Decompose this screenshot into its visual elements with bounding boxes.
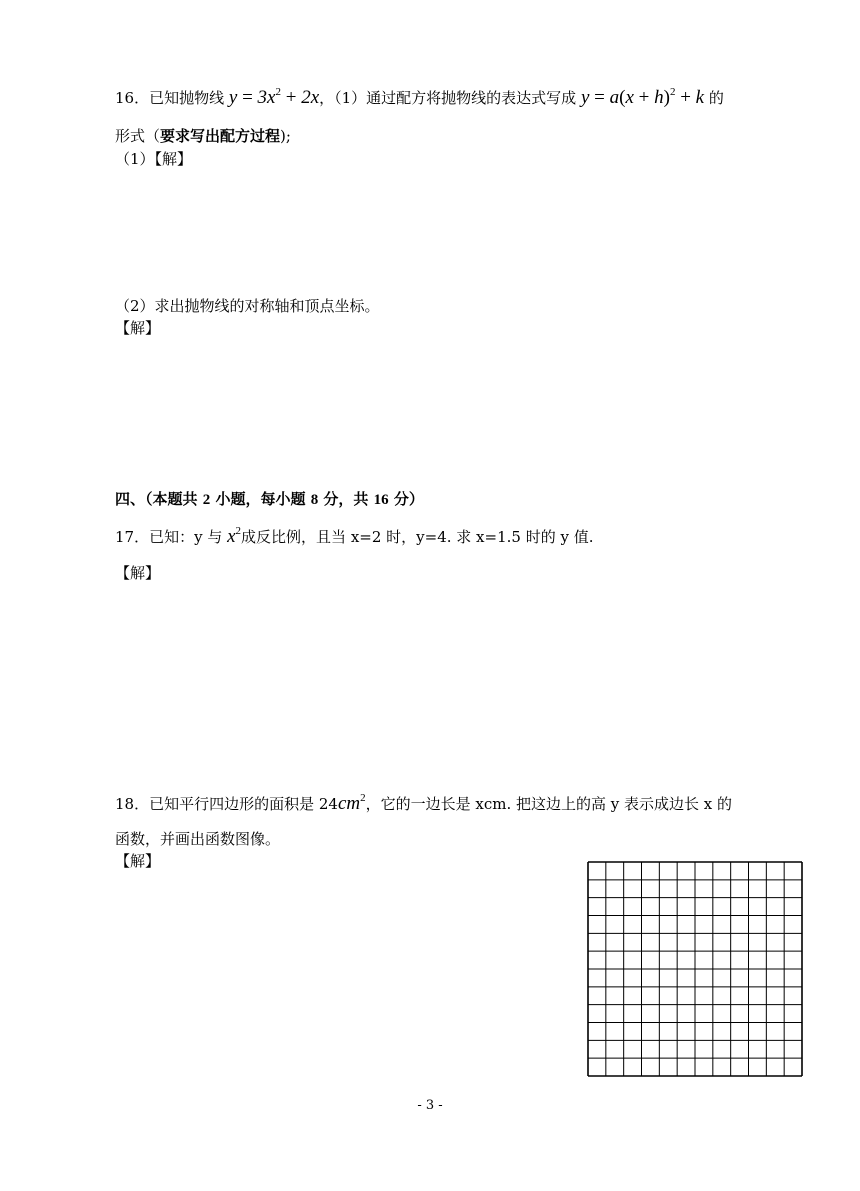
q18-unit: $cm^2$ [337,792,366,814]
q17-line1 [115,527,593,547]
q17-text-a: 已知：y 与 [149,528,228,546]
q18-number: 18． [115,795,150,813]
q16-part2-answer-label: 【解】 [115,319,161,337]
section4-heading-part: 分） [388,490,424,508]
q16-part1-answer-label: （1）【解】 [115,150,193,168]
q16-after-formula: ，（1）通过配方将抛物线的表达式写成 [319,89,577,107]
q17-number: 17． [115,528,150,546]
page-number: - 3 - [417,1098,443,1113]
q16-part2-question: （2）求出抛物线的对称轴和顶点坐标。 [115,297,380,315]
q16-line2-prefix: 形式（ [115,127,161,145]
section4-heading-part: 分，共 [318,490,374,508]
q16-line1 [115,88,724,108]
q18-line1 [115,794,732,814]
q18-answer-label: 【解】 [115,852,161,870]
q18-text-b: ，它的一边长是 xcm. 把这边上的高 y 表示成边长 x 的 [365,795,733,813]
q16-line2-bold: 要求写出配方过程 [160,127,281,145]
q16-line2 [115,126,291,146]
q18-text-a: 已知平行四边形的面积是 24 [149,795,338,813]
q16-tail: 的 [708,89,724,107]
q16-intro: 已知抛物线 [149,89,225,107]
q17-text-b: 成反比例，且当 x=2 时，y=4. 求 x=1.5 时的 y 值. [241,528,594,546]
section4-heading-part: 四、（本题共 [115,490,203,508]
q16-parabola-formula: $y = 3x^2 + 2x$ [228,86,320,108]
q16-target-formula: $y = a(x + h)^2 + k$ [580,86,705,108]
q17-answer-label: 【解】 [115,564,161,582]
section4-points-total: 16 [373,492,389,508]
graph-grid [587,861,803,1077]
section4-question-count: 2 [202,492,211,508]
q16-number: 16． [115,89,150,107]
q16-line2-suffix: ); [280,127,291,145]
section4-heading [115,489,424,510]
section4-heading-part: 小题，每小题 [210,490,311,508]
q18-line2: 函数，并画出函数图像。 [115,830,281,848]
q17-x-squared: $x^2$ [227,525,242,547]
section4-points-each: 8 [310,492,319,508]
